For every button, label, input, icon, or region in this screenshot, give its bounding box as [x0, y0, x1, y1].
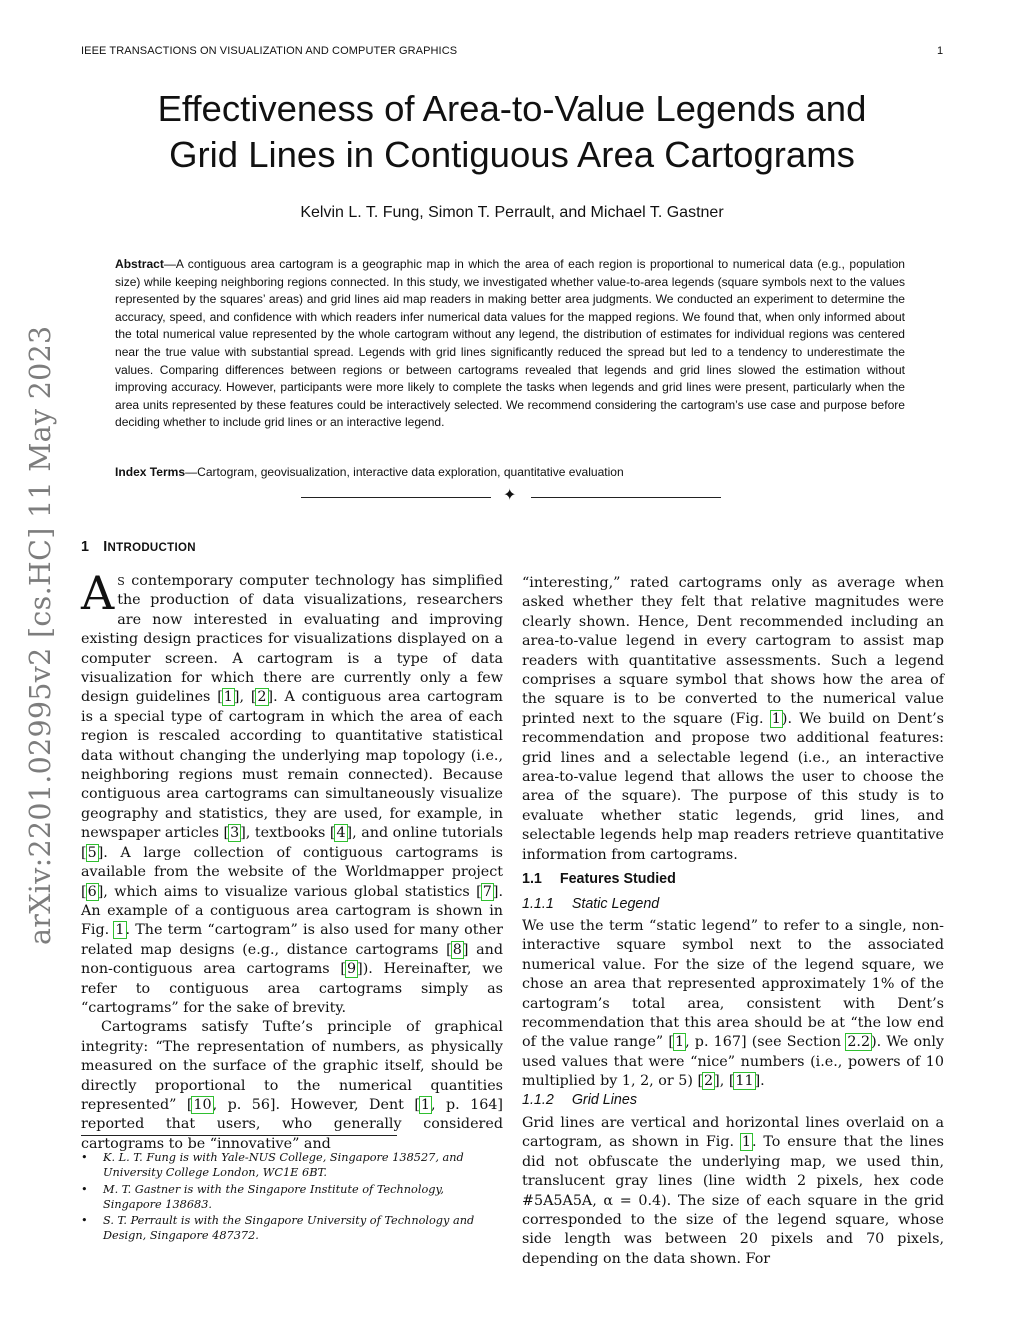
subsection-title: Features Studied: [559, 871, 676, 887]
right-column-part-2: [522, 917, 944, 1092]
text-run: , p. 164] reported that users, who generally considered cartograms to be “innovative” and: [81, 1096, 503, 1152]
bullet-icon: •: [81, 1151, 88, 1164]
separator-rule-left: [301, 497, 491, 498]
abstract: [115, 256, 905, 432]
running-header: IEEE TRANSACTIONS ON VISUALIZATION AND COMPUTER GRAPHICS: [81, 45, 458, 57]
intro-paragraph-continued: [522, 574, 944, 865]
static-legend-paragraph: [522, 917, 944, 1092]
separator-rule-right: [531, 497, 721, 498]
citation-link[interactable]: 8: [452, 941, 462, 958]
subsubsection-title: Grid Lines: [571, 1092, 637, 1108]
citation-link[interactable]: 4: [336, 825, 346, 842]
intro-paragraph-2: [81, 1018, 503, 1154]
paper-title: [100, 86, 924, 178]
citation-link[interactable]: 11: [735, 1073, 754, 1090]
citation-link[interactable]: 2: [704, 1073, 714, 1090]
index-terms: [115, 465, 905, 479]
text-run: ], [: [233, 689, 257, 706]
text-run: ] and non-contiguous area cartograms [: [81, 941, 503, 978]
footnote-item: [81, 1150, 503, 1181]
footnote-text: S. T. Perrault is with the Singapore University of Technology and Design, Singapore 487372.: [103, 1214, 475, 1243]
affiliation-footnotes: [81, 1150, 503, 1245]
text-run: ]. A contiguous area cartogram is a special type of cartogram in which the area of each region is rescaled according to quantitative statistical data without changing the underlying map topology (i.e., neighboring regions must remain connected). Because contiguous area cartograms can simultaneously visualize geography and statistics, they are used, for example, in newspaper articles [: [81, 689, 503, 842]
text-run: ], and online tutorials [: [81, 825, 504, 861]
subsubsection-heading-grid-lines: [522, 1092, 637, 1108]
author-list: Kelvin L. T. Fung, Simon T. Perrault, and Michael T. Gastner: [300, 204, 724, 221]
text-run: We use the term “static legend” to refer to a single, non-interactive square symbol next to the associated numerical value. For the size of the legend square, we chose an area that represented approximately 1% of the cartogram’s total area, consistent with Dent’s recommendation that this area should be at “the low end of the value range” [: [522, 918, 944, 1051]
text-run: , p. 56]. However, Dent [: [212, 1096, 420, 1113]
figure-link[interactable]: 1: [115, 922, 125, 939]
text-run: , p. 167] (see Section: [685, 1034, 847, 1051]
right-column-part-3: [522, 1114, 944, 1269]
text-run: Cartograms satisfy Tufte’s principle of graphical integrity: “The representation of numbers, as physically measured on the surface of the graphic itself, should be directly proportional to the numerical quantities represented” [: [81, 1019, 503, 1113]
title-line-1: Effectiveness of Area-to-Value Legends and: [157, 88, 867, 129]
bullet-icon: •: [81, 1182, 88, 1196]
text-run: ], which aims to visualize various global statistics [: [97, 883, 482, 900]
footnote-item: [81, 1213, 503, 1244]
citation-link[interactable]: 6: [87, 883, 97, 900]
section-heading-introduction: [81, 539, 196, 555]
text-run: ]. A large collection of contiguous cartograms is available from the website of the Worldmapper project [: [81, 844, 503, 900]
footnote-item: [81, 1182, 503, 1213]
footnote-text: M. T. Gastner is with the Singapore Institute of Technology, Singapore 138683.: [103, 1182, 444, 1211]
citation-link[interactable]: 2: [257, 689, 267, 706]
grid-lines-paragraph: [522, 1114, 944, 1269]
drop-cap: A: [81, 566, 115, 620]
small-cap: S: [117, 575, 126, 588]
section-link[interactable]: 2.2: [847, 1034, 871, 1051]
citation-link[interactable]: 10: [193, 1096, 212, 1113]
abstract-text: —A contiguous area cartogram is a geographic map in which the area of each region is proportional to numerical data (e.g., population size) while keeping neighboring regions connected. In this study, we investigated whether value-to-area legends (square symbols next to the values represented by the squares’ areas) and grid lines aid map readers in making better area judgments. We conducted an experiment to determine the accuracy, speed, and confidence with which readers infer numerical data values for the mapped regions. We found that, when only informed about the total numerical value represented by the whole cartogram without any legend, the distribution of estimates for individual regions was centered near the true value with substantial spread. Legends with grid lines significantly reduced the spread but led to a tendency to underestimate the values. Comparing differences between regions or between cartograms revealed that legends and grid lines slowed the estimation without improving accuracy. However, participants were more likely to complete the tasks when legends and grid lines were present, particularly when the area units represented by these features could be interactively selected. We recommend considering the cartogram’s use case and purpose before deciding whether to include grid lines or an interactive legend.: [115, 257, 905, 430]
subsubsection-number: 1.1.2: [522, 1092, 554, 1108]
page-number: 1: [937, 45, 944, 57]
bullet-icon: •: [81, 1214, 88, 1228]
subsection-number: 1.1: [522, 871, 542, 887]
intro-paragraph-1: [81, 566, 504, 1018]
left-column: [81, 566, 504, 1154]
subsubsection-number: 1.1.1: [522, 896, 554, 912]
subsubsection-title: Static Legend: [571, 896, 660, 912]
text-run: “interesting,” rated cartograms only as average when asked whether they felt that relative magnitudes were clearly shown. Hence, Dent recommended including an area-to-value legend in every cartogram to assist map readers with quantitative assessments. Such a legend comprises a square symbol that shows how the area of the square is to be converted to the numerical value printed next to the square (Fig.: [522, 575, 944, 727]
text-run: ). We only used values that were “nice” numbers (i.e., powers of 10 multiplied by 1, 2, or 5) [: [522, 1034, 945, 1090]
text-run: . The term “cartogram” is also used for many other related map designs (e.g., distance cartograms [: [81, 922, 504, 958]
right-column-part-1: [522, 574, 944, 865]
text-run: ]). Hereinafter, we refer to contiguous area cartograms simply as “cartograms” for the sake of brevity.: [81, 961, 503, 1016]
text-run: ], [: [714, 1073, 735, 1090]
index-terms-text: —Cartogram, geovisualization, interactive data exploration, quantitative evaluation: [185, 465, 624, 479]
citation-link[interactable]: 9: [347, 961, 357, 978]
citation-link[interactable]: 7: [482, 883, 492, 900]
footnote-rule: [81, 1135, 397, 1136]
arxiv-identifier: arXiv:2201.02995v2 [cs.HC] 11 May 2023: [24, 325, 57, 945]
section-number: 1: [81, 539, 90, 555]
subsection-heading-features-studied: [522, 871, 676, 887]
index-terms-label: Index Terms: [115, 465, 186, 479]
citation-link[interactable]: 1: [223, 689, 233, 706]
text-run: ].: [754, 1073, 765, 1090]
section-title-rest: NTRODUCTION: [107, 542, 196, 554]
figure-link[interactable]: 1: [771, 710, 781, 727]
text-run: Grid lines are vertical and horizontal lines overlaid on a cartogram, as shown in Fig.: [522, 1115, 944, 1151]
subsubsection-heading-static-legend: [522, 896, 659, 912]
citation-link[interactable]: 1: [420, 1096, 431, 1113]
abstract-label: Abstract: [115, 257, 164, 271]
separator-ornament-icon: ✦: [503, 487, 517, 504]
text-run: contemporary computer technology has simplified the production of data visualizations, researchers are now interested in evaluating and improving existing design practices for visualizations displayed on a computer screen. A cartogram is a type of data visualization for which there are currently only a few design guidelines [: [81, 573, 503, 706]
title-line-2: Grid Lines in Contiguous Area Cartograms: [169, 134, 855, 175]
figure-link[interactable]: 1: [741, 1134, 751, 1151]
footnote-text: K. L. T. Fung is with Yale-NUS College, Singapore 138527, and University College London, WC1E 6BT.: [103, 1151, 464, 1180]
citation-link[interactable]: 5: [87, 844, 97, 861]
section-title-initial: I: [103, 539, 108, 555]
citation-link[interactable]: 3: [230, 825, 240, 842]
text-run: ). We build on Dent’s recommendation and propose two additional features: grid lines and a selectable legend (i.e., an interactive area-to-value legend that allows the user to choose the area of the square). The purpose of this study is to evaluate whether static legends, grid lines, and selectable legends help map readers retrieve quantitative information from cartograms.: [522, 710, 944, 863]
text-run: ], textbooks [: [240, 825, 336, 842]
citation-link[interactable]: 1: [674, 1034, 685, 1051]
text-run: ]. An example of a contiguous area cartogram is shown in Fig.: [81, 883, 503, 939]
text-run: . To ensure that the lines did not obfuscate the underlying map, we used thin, translucent gray lines (line width 2 pixels, hex code #5A5A5A, α = 0.4). The size of each square in the grid corresponded to the size of the legend square, whose side length was between 20 pixels and 70 pixels, depending on the data shown. For: [522, 1134, 944, 1267]
